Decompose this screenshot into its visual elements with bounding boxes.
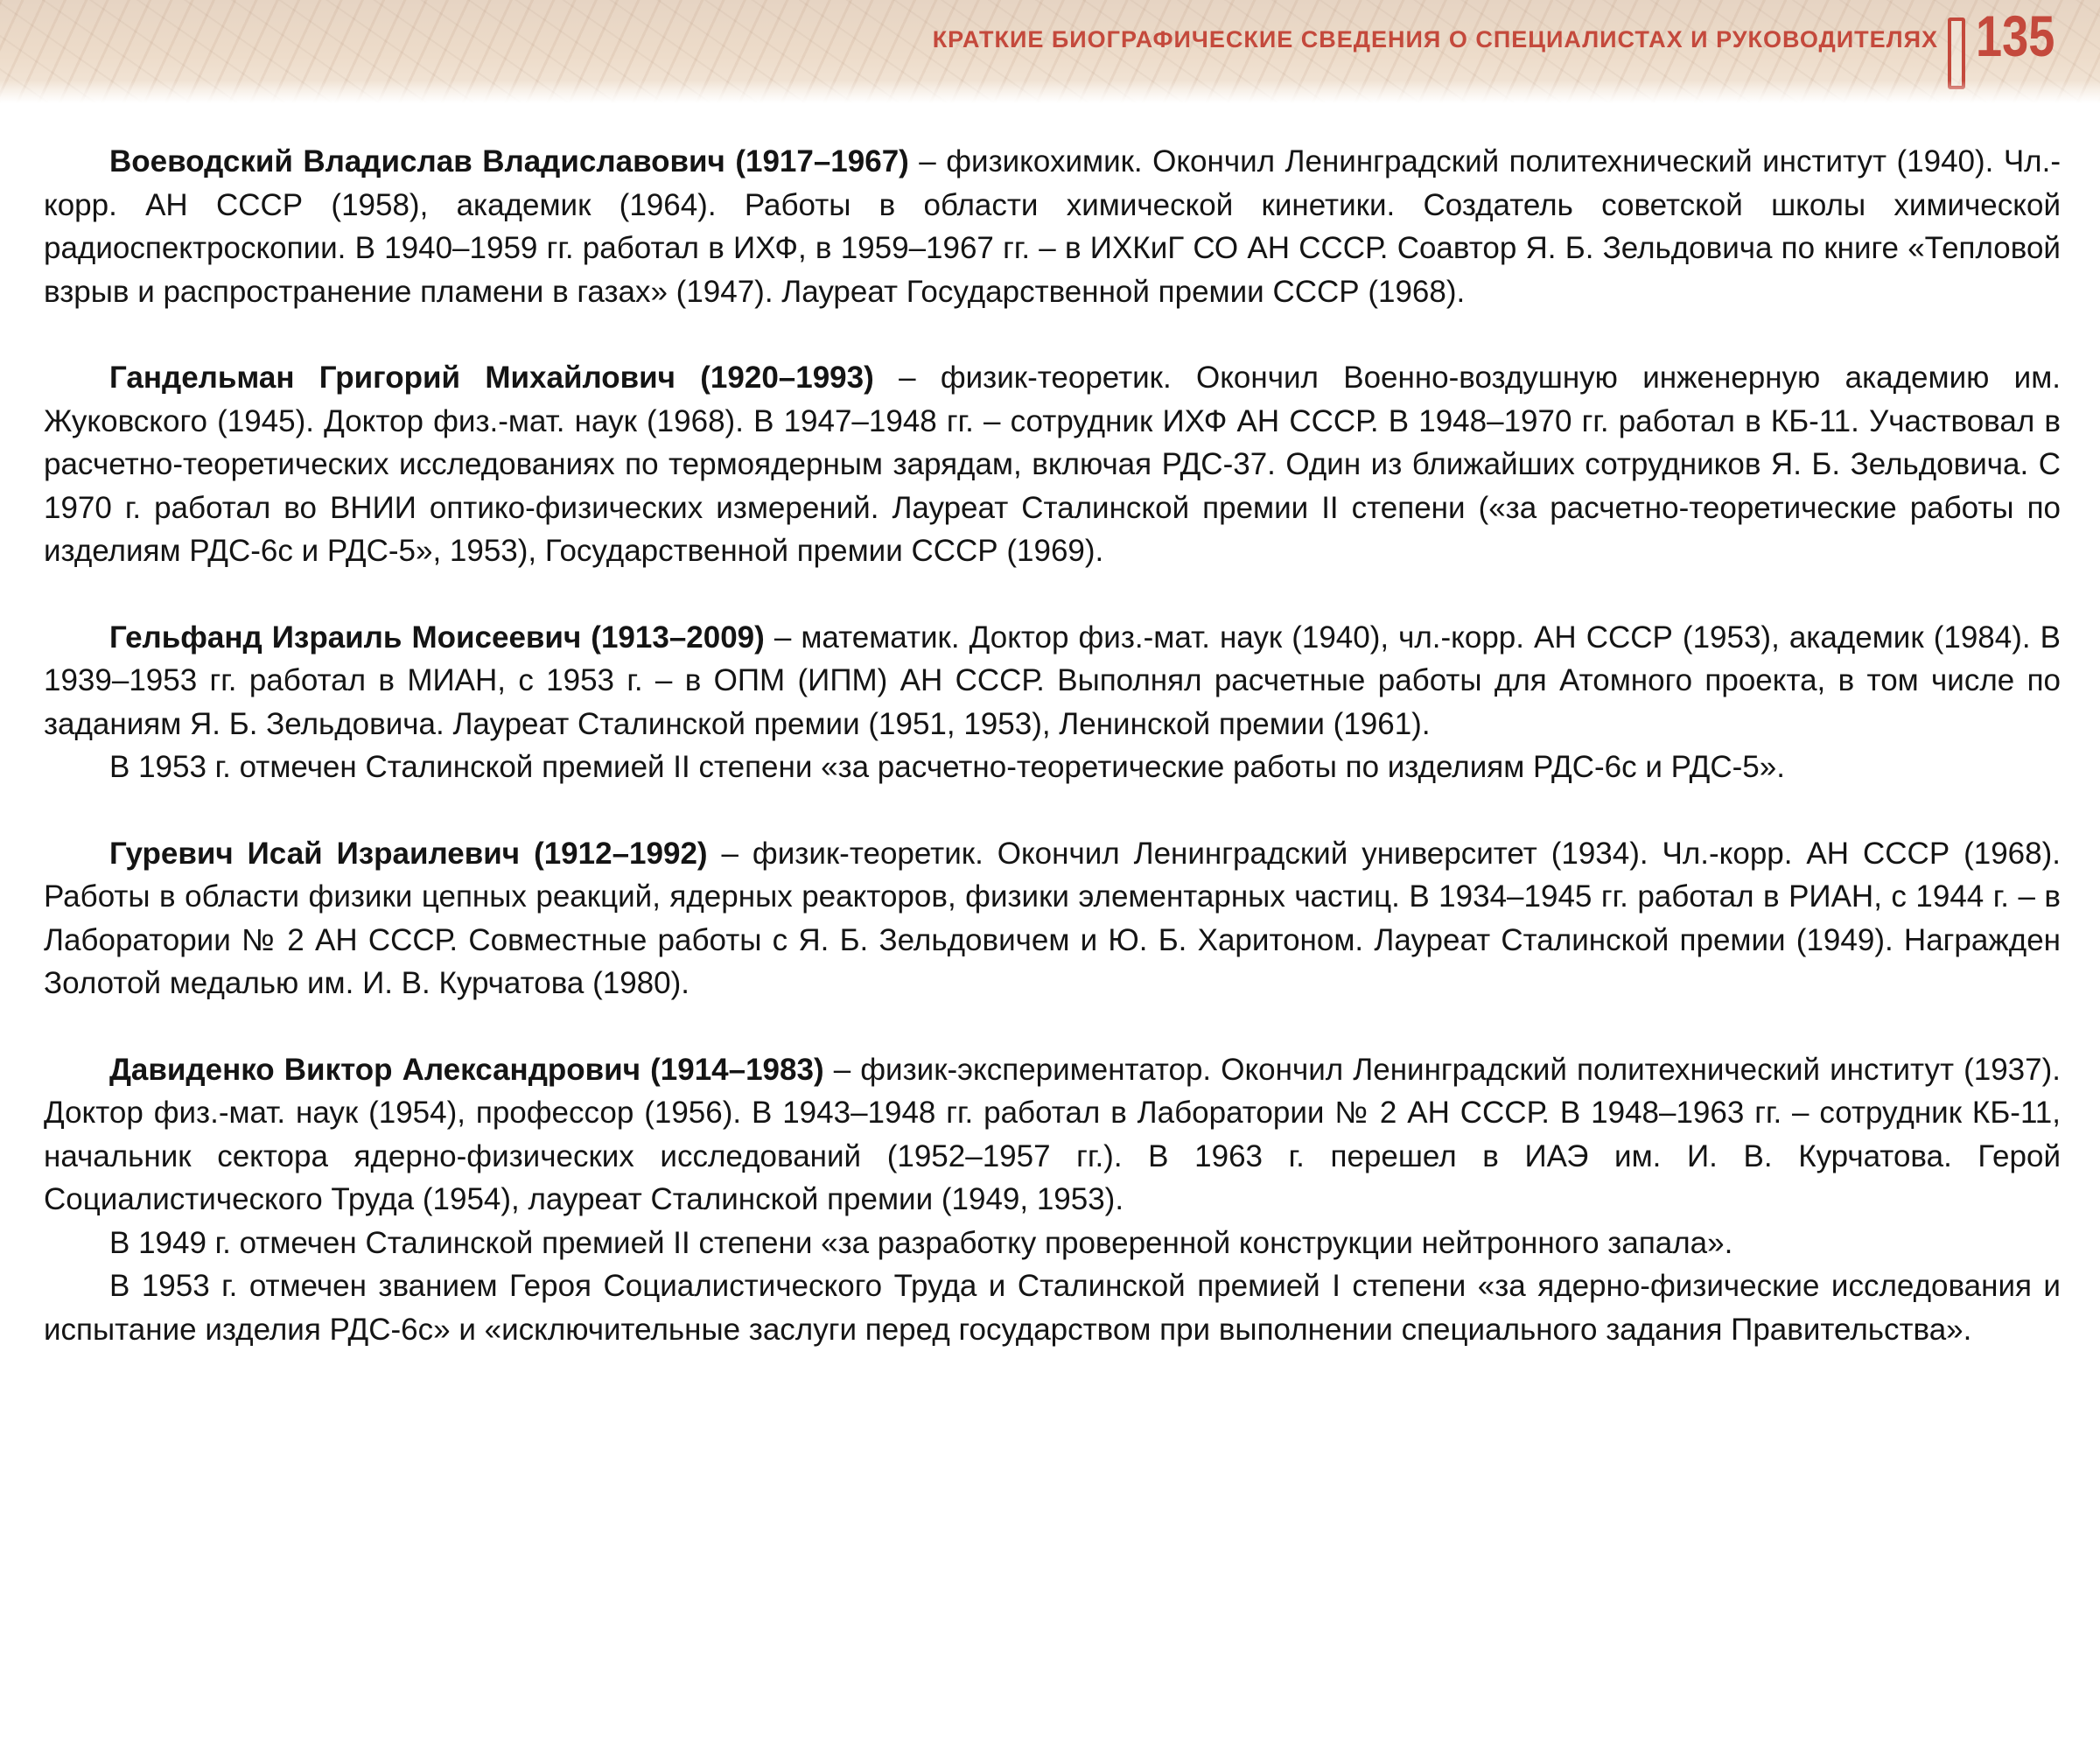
biography-entry — [44, 832, 2061, 1005]
entry-paragraph — [44, 140, 2061, 313]
entry-text: – физикохимик. Окончил Ленинградский политехнический институт (1940). Чл.-корр. АН СССР (1958), академик (1964). Работы в области химической кинетики. Создатель советской школы химической радиоспектроскопии. В 1940–1959 гг. работал в ИХФ, в 1959–1967 гг. – в ИХКиГ СО АН СССР. Соавтор Я. Б. Зельдовича по книге «Тепловой взрыв и распространение пламени в газах» (1947). Лауреат Государственной премии СССР (1968). — [44, 144, 2061, 309]
biography-entry — [44, 140, 2061, 313]
entry-paragraph — [44, 356, 2061, 573]
person-name: Гуревич Исай Израилевич (1912–1992) — [109, 836, 708, 871]
biography-entry — [44, 356, 2061, 573]
person-name: Воеводский Владислав Владиславович (1917–1967) — [109, 144, 909, 179]
entry-paragraph: В 1953 г. отмечен Сталинской премией II степени «за расчетно-теоретические работы по изделиям РДС-6с и РДС-5». — [109, 750, 1785, 784]
person-name: Гельфанд Израиль Моисеевич (1913–2009) — [109, 620, 765, 655]
entry-paragraph — [44, 616, 2061, 746]
page-number: 135 — [1976, 4, 2055, 68]
running-header — [0, 0, 2100, 103]
entry-text: – физик-экспериментатор. Окончил Ленинградский политехнический институт (1937). Доктор физ.-мат. наук (1954), профессор (1956). В 1943–1948 гг. работал в Лаборатории № 2 АН СССР. В 1948–1963 гг. – сотрудник КБ-11, начальник сектора ядерно-физических исследований (1952–1957 гг.). В 1963 г. перешел в ИАЭ им. И. В. Курчатова. Герой Социалистического Труда (1954), лауреат Сталинской премии (1949, 1953). — [44, 1052, 2061, 1216]
entry-paragraph — [44, 832, 2061, 1005]
entry-paragraph — [44, 1048, 2061, 1222]
biography-entry — [44, 616, 2061, 789]
biography-entry — [44, 1048, 2061, 1352]
page-marker-frame — [1948, 18, 1965, 89]
entry-text: – физик-теоретик. Окончил Военно-воздушную инженерную академию им. Жуковского (1945). Доктор физ.-мат. наук (1968). В 1947–1948 гг. – сотрудник ИХФ АН СССР. В 1948–1970 гг. работал в КБ-11. Участвовал в расчетно-теоретических исследованиях по термоядерным зарядам, включая РДС-37. Один из ближайших сотрудников Я. Б. Зельдовича. С 1970 г. работал во ВНИИ оптико-физических измерений. Лауреат Сталинской премии II степени («за расчетно-теоретические работы по изделиям РДС-6с и РДС-5», 1953), Государственной премии СССР (1969). — [44, 361, 2061, 568]
biography-list — [44, 140, 2061, 1394]
entry-text: – физик-теоретик. Окончил Ленинградский университет (1934). Чл.-корр. АН СССР (1968). Работы в области физики цепных реакций, ядерных реакторов, физики элементарных частиц. В 1934–1945 гг. работал в РИАН, с 1944 г. – в Лаборатории № 2 АН СССР. Совместные работы с Я. Б. Зельдовичем и Ю. Б. Харитоном. Лауреат Сталинской премии (1949). Награжден Золотой медалью им. И. В. Курчатова (1980). — [44, 836, 2061, 1000]
entry-text: – математик. Доктор физ.-мат. наук (1940), чл.-корр. АН СССР (1953), академик (1984). В 1939–1953 гг. работал в МИАН, с 1953 г. – в ОПМ (ИПМ) АН СССР. Выполнял расчетные работы для Атомного проекта, в том числе по заданиям Я. Б. Зельдовича. Лауреат Сталинской премии (1951, 1953), Ленинской премии (1961). — [44, 620, 2061, 741]
running-title: КРАТКИЕ БИОГРАФИЧЕСКИЕ СВЕДЕНИЯ О СПЕЦИАЛИСТАХ И РУКОВОДИТЕЛЯХ — [932, 26, 1938, 53]
person-name: Гандельман Григорий Михайлович (1920–1993) — [109, 361, 874, 395]
entry-paragraph: В 1953 г. отмечен званием Героя Социалистического Труда и Сталинской премией I степени «за ядерно-физические исследования и испытание изделия РДС-6с» и «исключительные заслуги перед государством при выполнении специального задания Правительства». — [44, 1269, 2061, 1347]
entry-paragraph: В 1949 г. отмечен Сталинской премией II степени «за разработку проверенной конструкции нейтронного запала». — [109, 1225, 1733, 1260]
person-name: Давиденко Виктор Александрович (1914–1983) — [109, 1052, 824, 1087]
